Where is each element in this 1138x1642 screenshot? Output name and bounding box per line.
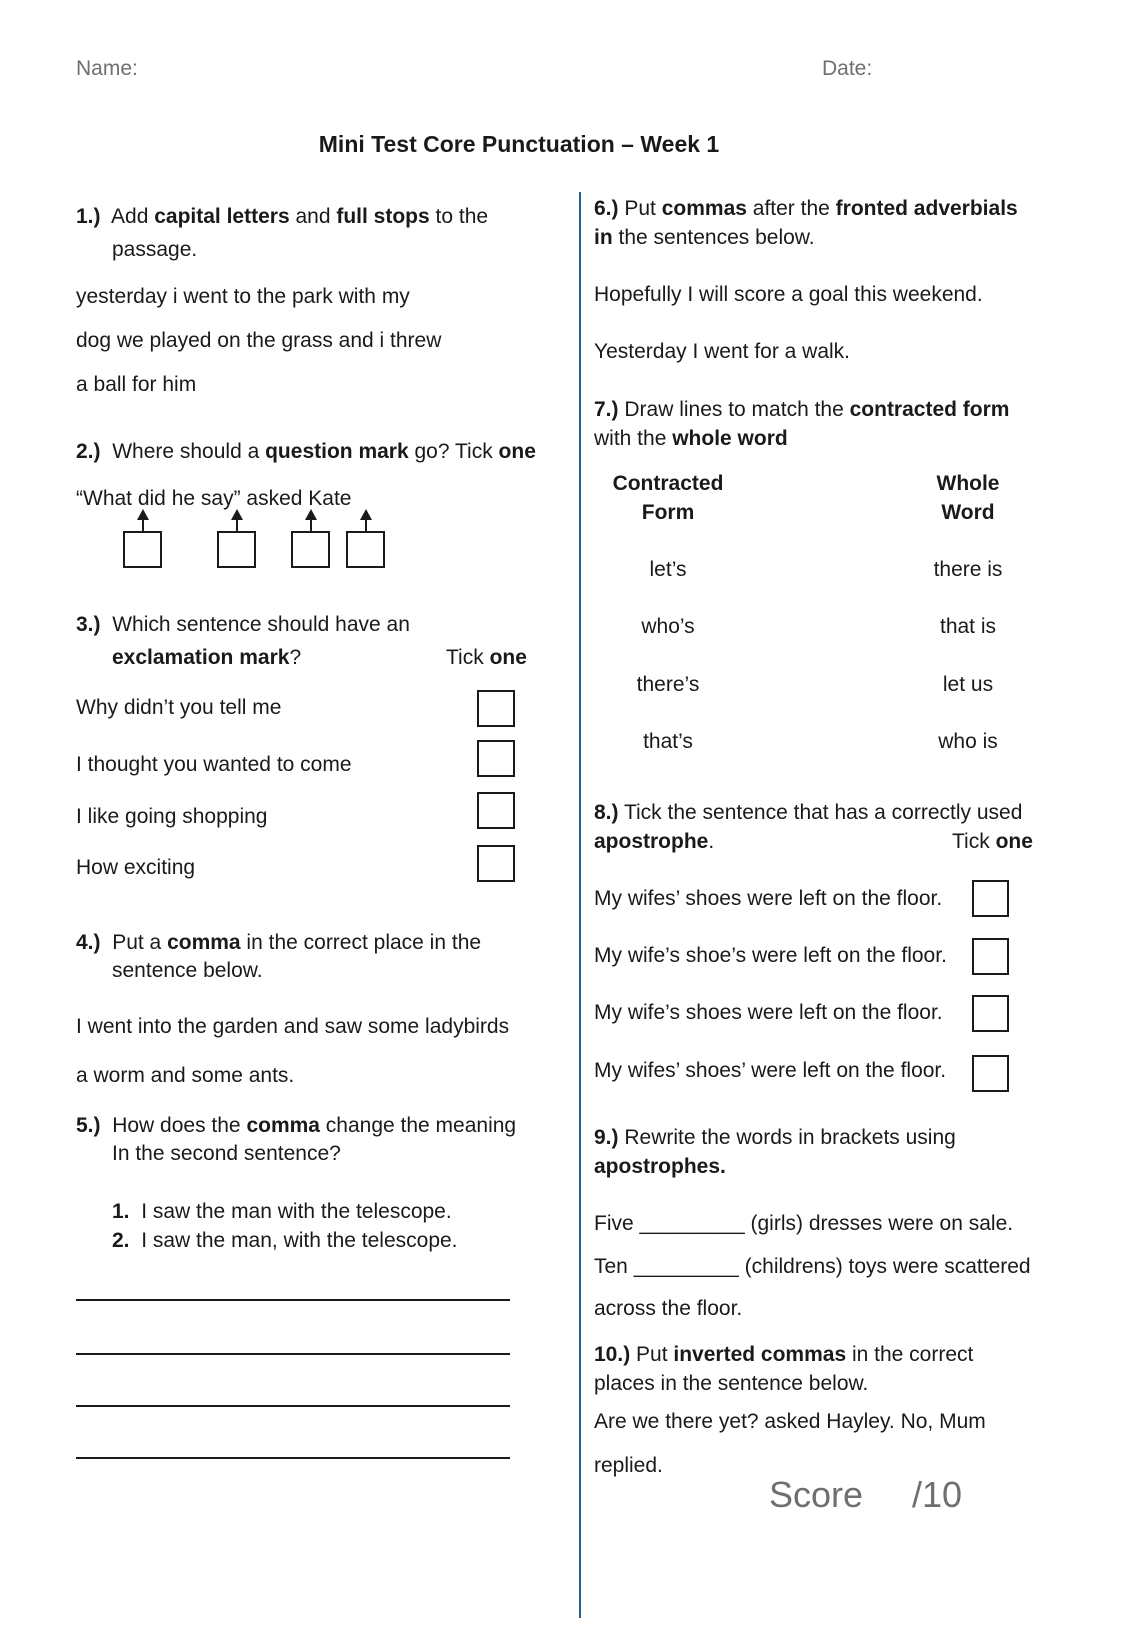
q3-option: I like going shopping xyxy=(76,805,268,828)
q7-contracted-item[interactable]: there’s xyxy=(636,673,700,696)
q3-prompt: 3.) Which sentence should have an xyxy=(76,613,410,636)
q6-sentence: Yesterday I went for a walk. xyxy=(594,340,851,363)
q1-passage-line: yesterday i went to the park with my xyxy=(76,285,410,308)
date-label: Date: xyxy=(822,57,873,80)
q8-option: My wifes’ shoes were left on the floor. xyxy=(594,887,943,910)
q3-tickbox-3[interactable] xyxy=(477,792,515,829)
q3-option: Why didn’t you tell me xyxy=(76,696,282,719)
q7-col-header-contracted: Contracted Form xyxy=(612,472,724,524)
score-total: /10 xyxy=(912,1474,963,1515)
q7-prompt-line2: with the whole word xyxy=(594,427,788,450)
q8-tick-instruction: Tick one xyxy=(952,830,1033,853)
q1-passage-line: dog we played on the grass and i threw xyxy=(76,329,442,352)
q3-tickbox-1[interactable] xyxy=(477,690,515,727)
q8-tickbox-4[interactable] xyxy=(972,1055,1009,1092)
q10-prompt: 10.) Put inverted commas in the correct xyxy=(594,1343,974,1366)
answer-line[interactable] xyxy=(76,1457,510,1459)
q8-option: My wifes’ shoes’ were left on the floor. xyxy=(594,1059,947,1082)
q7-contracted-item[interactable]: that’s xyxy=(643,730,693,753)
q2-prompt: 2.) Where should a question mark go? Tick one xyxy=(76,440,536,463)
q8-prompt-line2: apostrophe. xyxy=(594,830,715,853)
q2-number: 2.) xyxy=(76,440,101,463)
q10-prompt-line2: places in the sentence below. xyxy=(594,1372,869,1395)
q9-blank-b[interactable]: _________ xyxy=(633,1255,739,1278)
page-title: Mini Test Core Punctuation – Week 1 xyxy=(318,131,720,157)
name-label: Name: xyxy=(76,57,138,80)
q5-item: 2. I saw the man, with the telescope. xyxy=(112,1229,458,1252)
q8-tickbox-3[interactable] xyxy=(972,995,1009,1032)
q9-number: 9.) xyxy=(594,1126,619,1149)
q3-option: How exciting xyxy=(76,856,196,879)
q1-number: 1.) xyxy=(76,205,101,228)
q9-line-b: Ten _________ (childrens) toys were scattered xyxy=(594,1255,1031,1278)
q3-tick-instruction: Tick one xyxy=(446,646,527,669)
q5-prompt-line2: In the second sentence? xyxy=(112,1142,341,1165)
q3-prompt-line2: exclamation mark? xyxy=(112,646,302,669)
q9-line-c: across the floor. xyxy=(594,1297,743,1320)
q4-sentence-line: a worm and some ants. xyxy=(76,1064,295,1087)
q9-line-a: Five _________ (girls) dresses were on sale. xyxy=(594,1212,1014,1235)
q6-prompt: 6.) Put commas after the fronted adverbials xyxy=(594,197,1018,220)
q8-option: My wife’s shoes were left on the floor. xyxy=(594,1001,943,1024)
q4-prompt: 4.) Put a comma in the correct place in the xyxy=(76,931,482,954)
q5-number: 5.) xyxy=(76,1114,101,1137)
q4-prompt-line2: sentence below. xyxy=(112,959,263,982)
q7-whole-item[interactable]: who is xyxy=(938,730,998,753)
q9-blank-a[interactable]: _________ xyxy=(639,1212,745,1235)
q7-col-header-whole: Whole Word xyxy=(936,472,1000,524)
q8-option: My wife’s shoe’s were left on the floor. xyxy=(594,944,947,967)
answer-line[interactable] xyxy=(76,1405,510,1407)
q2-tickbox-4[interactable] xyxy=(346,531,385,568)
score-label: Score xyxy=(769,1474,864,1515)
q3-option: I thought you wanted to come xyxy=(76,753,352,776)
q10-sentence-line: replied. xyxy=(594,1454,663,1477)
q10-number: 10.) xyxy=(594,1343,631,1366)
q4-sentence-line: I went into the garden and saw some ladybirds xyxy=(76,1015,510,1038)
q8-tickbox-1[interactable] xyxy=(972,880,1009,917)
q9-prompt-line2: apostrophes. xyxy=(594,1155,726,1178)
q3-number: 3.) xyxy=(76,613,101,636)
q7-whole-item[interactable]: that is xyxy=(939,615,997,638)
q5-item: 1. I saw the man with the telescope. xyxy=(112,1200,452,1223)
q2-tickbox-2[interactable] xyxy=(217,531,256,568)
q8-number: 8.) xyxy=(594,801,619,824)
q7-whole-item[interactable]: let us xyxy=(942,673,994,696)
q1-prompt-line2: passage. xyxy=(112,238,198,261)
q2-tickbox-1[interactable] xyxy=(123,531,162,568)
q4-number: 4.) xyxy=(76,931,101,954)
q8-prompt: 8.) Tick the sentence that has a correctly used xyxy=(594,801,1023,824)
q6-prompt-line2: in the sentences below. xyxy=(594,226,815,249)
q7-contracted-item[interactable]: let’s xyxy=(649,558,687,581)
answer-line[interactable] xyxy=(76,1299,510,1301)
column-divider xyxy=(579,192,581,1618)
q7-contracted-item[interactable]: who’s xyxy=(641,615,695,638)
q1-passage-line: a ball for him xyxy=(76,373,197,396)
q10-sentence-line: Are we there yet? asked Hayley. No, Mum xyxy=(594,1410,986,1433)
answer-line[interactable] xyxy=(76,1353,510,1355)
q2-sentence: “What did he say” asked Kate xyxy=(76,487,352,510)
q8-tickbox-2[interactable] xyxy=(972,938,1009,975)
q7-whole-item[interactable]: there is xyxy=(933,558,1003,581)
q3-tickbox-2[interactable] xyxy=(477,740,515,777)
q1-prompt: 1.) Add capital letters and full stops to the xyxy=(76,205,489,228)
q7-prompt: 7.) Draw lines to match the contracted form xyxy=(594,398,1010,421)
q7-number: 7.) xyxy=(594,398,619,421)
q6-number: 6.) xyxy=(594,197,619,220)
q3-tickbox-4[interactable] xyxy=(477,845,515,882)
q9-prompt: 9.) Rewrite the words in brackets using xyxy=(594,1126,956,1149)
q5-prompt: 5.) How does the comma change the meaning xyxy=(76,1114,517,1137)
q2-tickbox-3[interactable] xyxy=(291,531,330,568)
q6-sentence: Hopefully I will score a goal this weekend. xyxy=(594,283,983,306)
